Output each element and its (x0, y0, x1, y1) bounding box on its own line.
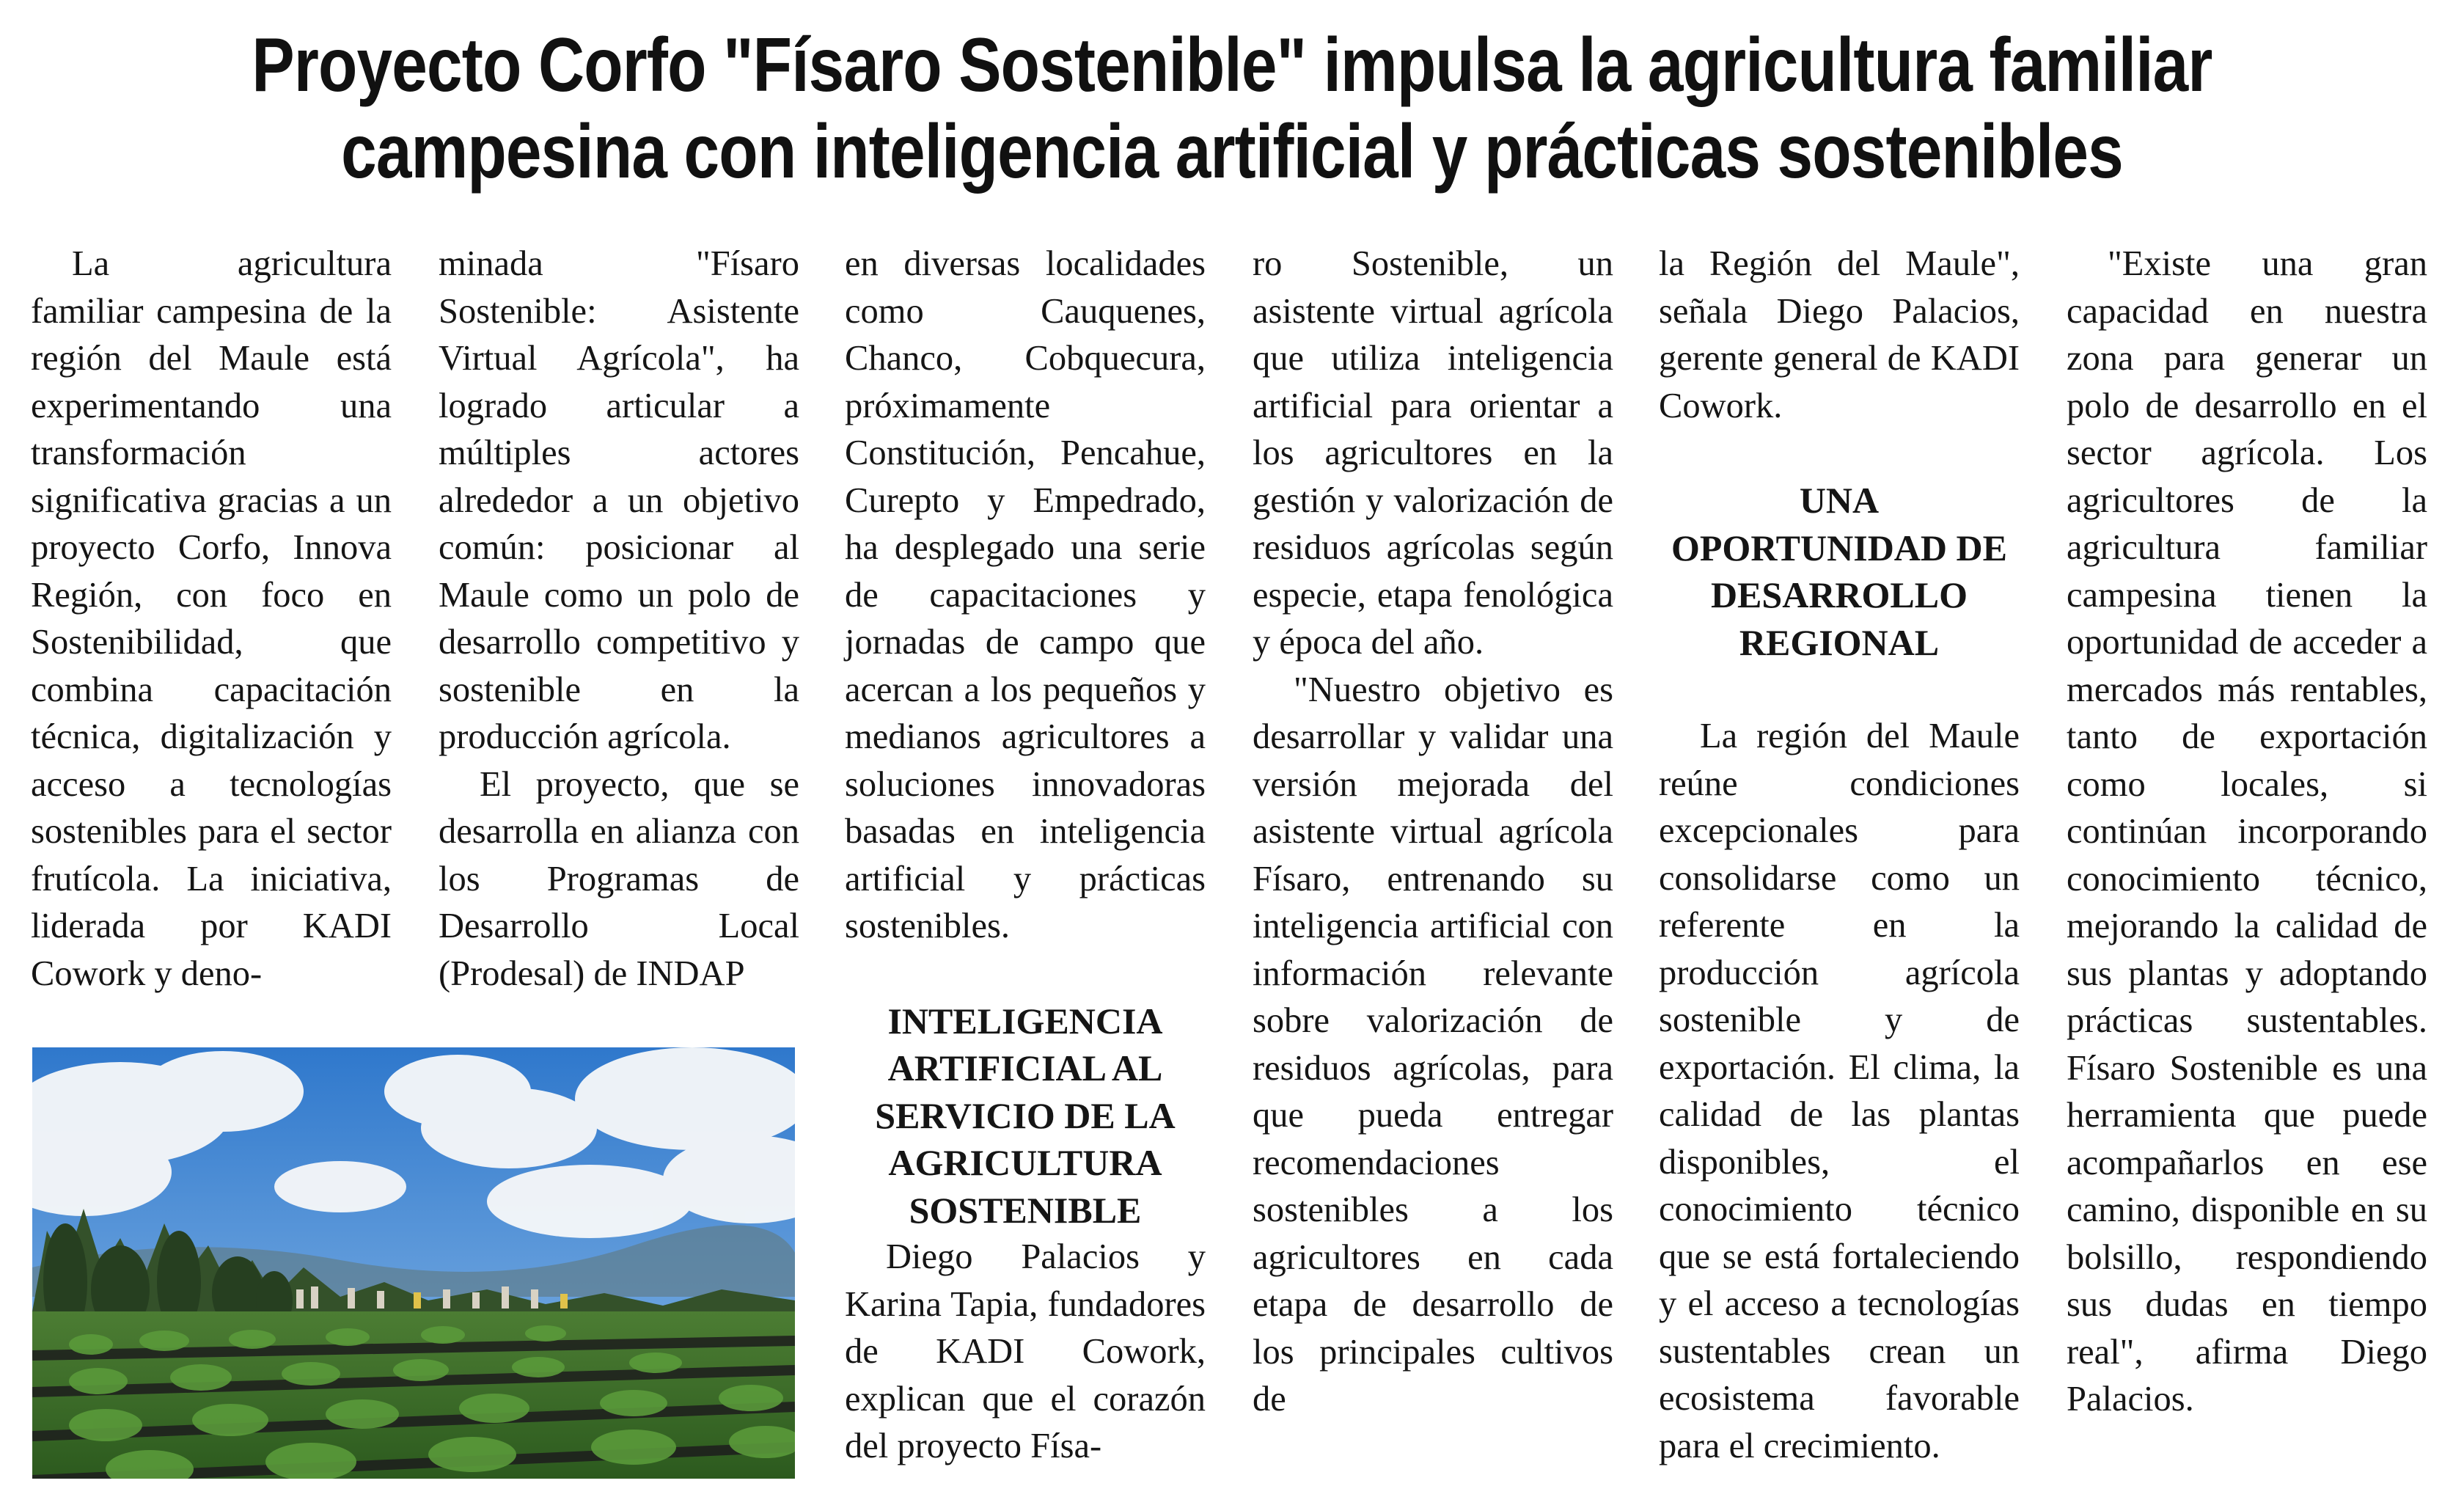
article-headline (221, 22, 2242, 195)
paragraph: El proyecto, que se desarrolla en alianza con los Programas de Desarrollo Local (Prodesal) de INDAP (439, 764, 799, 993)
paragraph: la Región del Maule", señala Diego Palacios, gerente general de KADI Cowork. (1659, 244, 2020, 425)
paragraph: "Nuestro objetivo es desarrollar y validar una versión mejorada del asistente virtual agrícola Físaro, entrenando su inteligencia artificial con información relevante sobre valorización de residuos agrícolas, para que pueda entregar recomendaciones sostenibles a los agricultores en cada etapa de desarrollo de los principales cultivos de (1253, 670, 1613, 1419)
article-column-2 (439, 241, 799, 998)
article-column-1 (31, 241, 392, 998)
headline-line-2: campesina con inteligencia artificial y prácticas sostenibles (341, 109, 2123, 194)
section-subhead-ai: INTELIGENCIA ARTIFICIAL AL SERVICIO DE LA AGRICULTURA SOSTENIBLE (875, 1000, 1176, 1231)
paragraph: La agricultura familiar campesina de la región del Maule está experimentando una transformación significativa gracias a un proyecto Corfo, Innova Región, con foco en Sostenibilidad, que combina capacitación técnica, digitalización y acceso a tecnologías sostenibles para el sector frutícola. La iniciativa, liderada por KADI Cowork y deno- (31, 244, 392, 993)
headline-line-1: Proyecto Corfo "Físaro Sostenible" impulsa la agricultura familiar (252, 23, 2212, 108)
paragraph: ro Sostenible, un asistente virtual agrícola que utiliza inteligencia artificial para orientar a los agricultores en la gestión y valorización de residuos agrícolas según especie, etapa fenológica y época del año. (1253, 244, 1613, 662)
article-column-4 (1253, 241, 1613, 1424)
paragraph: La región del Maule reúne condiciones excepcionales para consolidarse como un referente en la producción agrícola sostenible y de exportación. El clima, la calidad de las plantas disponibles, el conocimiento técnico que se está fortaleciendo y el acceso a tecnologías sustentables crean un ecosistema favorable para el crecimiento. (1659, 717, 2020, 1465)
field-photo (32, 1047, 795, 1479)
paragraph: en diversas localidades como Cauquenes, Chanco, Cobquecura, próximamente Constitución, Pencahue, Curepto y Empedrado, ha desplegado una serie de capacitaciones y jornadas de campo que acercan a los pequeños y medianos agricultores a soluciones innovadoras basadas en inteligencia artificial y prácticas sostenibles. (845, 244, 1206, 945)
paragraph: minada "Físaro Sostenible: Asistente Virtual Agrícola", ha logrado articular a múltiples actores alrededor a un objetivo común: posicionar al Maule como un polo de desarrollo competitivo y sostenible en la producción agrícola. (439, 244, 799, 756)
section-subhead-regional: UNA OPORTUNIDAD DE DESARROLLO REGIONAL (1671, 480, 2007, 663)
paragraph: Diego Palacios y Karina Tapia, fundadores de KADI Cowork, explican que el corazón del proyecto Físa- (845, 1237, 1206, 1465)
article-column-6 (2067, 241, 2427, 1424)
paragraph: "Existe una gran capacidad en nuestra zona para generar un polo de desarrollo en el sector agrícola. Los agricultores de la agricultura familiar campesina tienen la oportunidad de acceder a mercados más rentables, tanto de exportación como locales, si continúan incorporando conocimiento técnico, mejorando la calidad de sus plantas y adoptando prácticas sustentables. Físaro Sostenible es una herramienta que puede acompañarlos en ese camino, disponible en su bolsillo, respondiendo sus dudas en tiempo real", afirma Diego Palacios. (2067, 244, 2427, 1419)
article-column-5 (1659, 241, 2020, 1470)
field-photo-icon (32, 1047, 795, 1479)
article-column-3 (845, 241, 1206, 1471)
